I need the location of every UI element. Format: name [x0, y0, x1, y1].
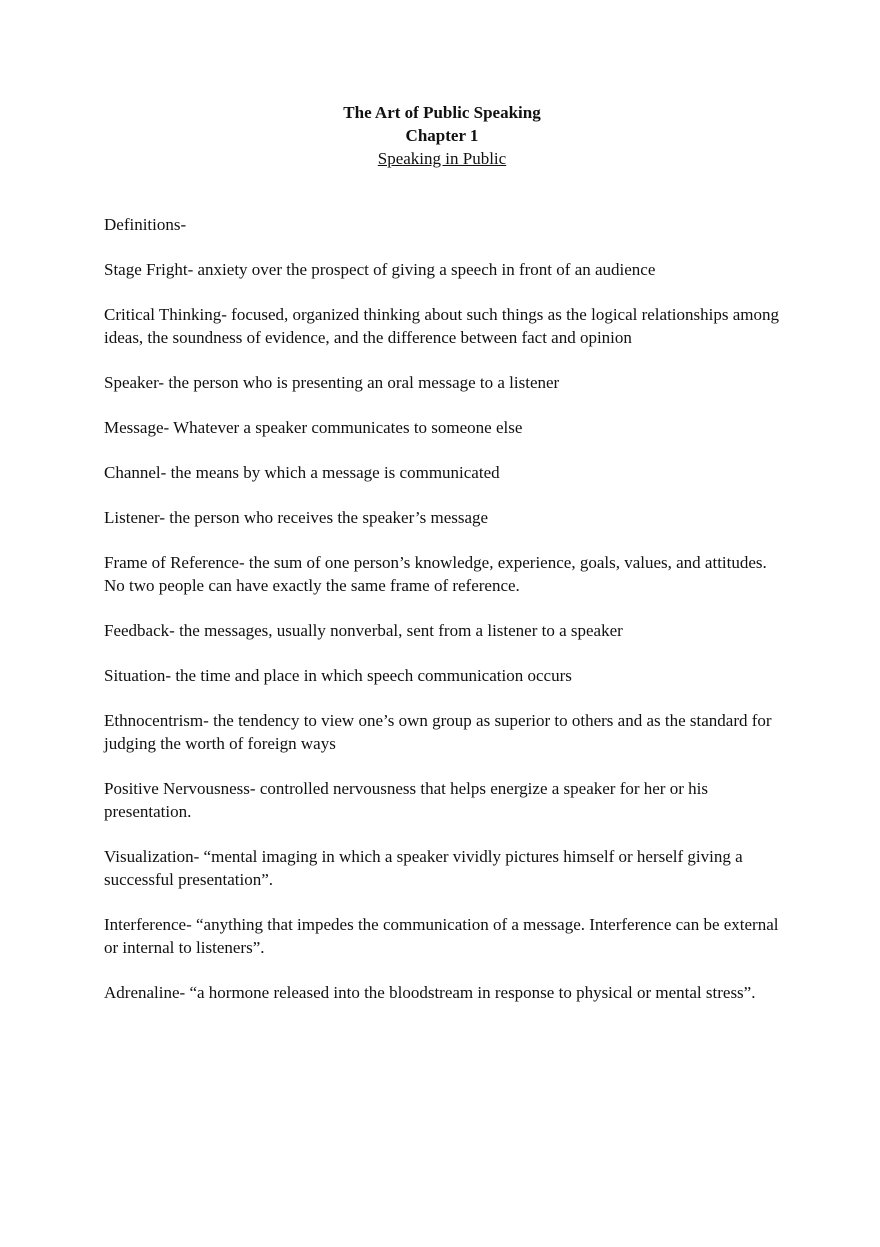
- chapter-heading: Chapter 1: [405, 126, 479, 145]
- definition-text: the time and place in which speech communication occurs: [171, 666, 572, 685]
- definition-text: Whatever a speaker communicates to someone else: [169, 418, 523, 437]
- chapter-subtitle: Speaking in Public: [377, 149, 507, 168]
- definition-text: the person who receives the speaker’s message: [165, 508, 489, 527]
- definition-text: the tendency to view one’s own group as superior to others and as the standard for judging the worth of foreign ways: [104, 711, 772, 753]
- definition-adrenaline: [104, 981, 780, 1004]
- definition-text: “mental imaging in which a speaker vividly pictures himself or herself giving a successful presentation”.: [104, 847, 743, 889]
- definition-text: the person who is presenting an oral message to a listener: [164, 373, 560, 392]
- definition-stage-fright: [104, 258, 780, 281]
- definition-term: Feedback-: [104, 621, 175, 640]
- definition-interference: [104, 913, 780, 959]
- definition-channel: [104, 461, 780, 484]
- definition-positive-nervousness: [104, 777, 780, 823]
- definition-term: Frame of Reference-: [104, 553, 245, 572]
- definition-text: the messages, usually nonverbal, sent from a listener to a speaker: [174, 621, 623, 640]
- document-title: The Art of Public Speaking: [343, 103, 541, 122]
- definition-feedback: [104, 619, 780, 642]
- definition-ethnocentrism: [104, 709, 780, 755]
- definition-term: Visualization-: [104, 847, 200, 866]
- definition-visualization: [104, 845, 780, 891]
- definition-text: “anything that impedes the communication of a message. Interference can be external or internal to listeners”.: [104, 915, 779, 957]
- definition-listener: [104, 506, 780, 529]
- document-header: [0, 101, 880, 170]
- definition-situation: [104, 664, 780, 687]
- definition-term: Situation-: [104, 666, 172, 685]
- definition-text: “a hormone released into the bloodstream in response to physical or mental stress”.: [185, 983, 756, 1002]
- definition-speaker: [104, 371, 780, 394]
- definition-term: Channel-: [104, 463, 167, 482]
- definition-term: Positive Nervousness-: [104, 779, 256, 798]
- definition-text: the sum of one person’s knowledge, experience, goals, values, and attitudes. No two people can have exactly the same frame of reference.: [104, 553, 767, 595]
- definition-text: anxiety over the prospect of giving a speech in front of an audience: [193, 260, 656, 279]
- definition-critical-thinking: [104, 303, 780, 349]
- definition-term: Interference-: [104, 915, 192, 934]
- definition-term: Speaker-: [104, 373, 165, 392]
- definitions-list: [104, 258, 780, 1004]
- definition-term: Ethnocentrism-: [104, 711, 209, 730]
- definition-term: Stage Fright-: [104, 260, 194, 279]
- definitions-label: Definitions-: [104, 215, 187, 234]
- definition-text: focused, organized thinking about such things as the logical relationships among ideas, the soundness of evidence, and the difference between fact and opinion: [104, 305, 779, 347]
- definition-text: controlled nervousness that helps energize a speaker for her or his presentation.: [104, 779, 708, 821]
- definition-text: the means by which a message is communicated: [166, 463, 500, 482]
- definition-term: Critical Thinking-: [104, 305, 227, 324]
- definition-term: Message-: [104, 418, 170, 437]
- definition-term: Adrenaline-: [104, 983, 186, 1002]
- definition-message: [104, 416, 780, 439]
- definition-term: Listener-: [104, 508, 166, 527]
- definition-frame-of-reference: [104, 551, 780, 597]
